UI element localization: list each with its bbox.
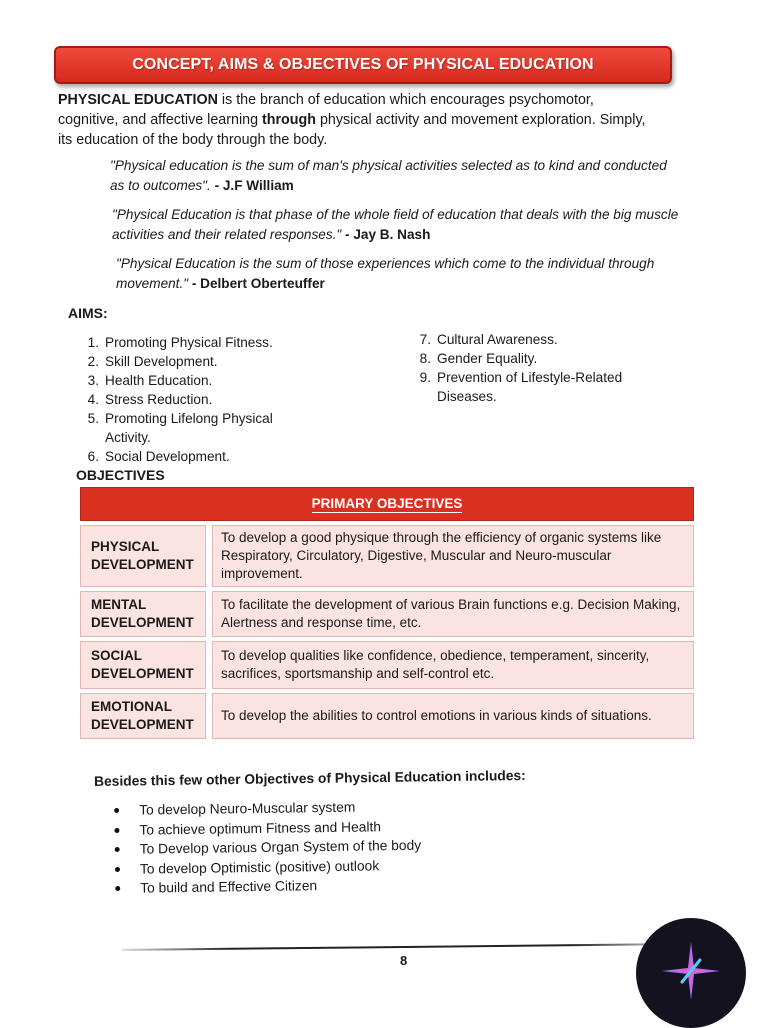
- page-number: 8: [400, 953, 408, 968]
- aim-item: [78, 447, 348, 466]
- aim-item: [410, 330, 700, 349]
- quote-text: "Physical Education is the sum of those experiences which come to the individual through movement.": [116, 256, 655, 291]
- aim-item: [410, 368, 700, 406]
- list-item-text: To develop Neuro-Muscular system: [139, 799, 356, 818]
- aim-text: Social Development.: [105, 449, 230, 464]
- quote-oberteuffer: [116, 254, 682, 294]
- aim-text: Health Education.: [105, 373, 213, 388]
- list-item-text: To develop Optimistic (positive) outlook: [139, 857, 380, 877]
- aim-number: 9.: [419, 370, 431, 385]
- bullet-icon: [115, 867, 120, 872]
- list-item-text: To achieve optimum Fitness and Health: [139, 818, 382, 838]
- aim-item: [410, 349, 700, 368]
- aim-number: 5.: [87, 411, 99, 426]
- intro-paragraph: [58, 90, 658, 150]
- table-header: [80, 487, 694, 521]
- table-row: [80, 591, 694, 637]
- list-item-text: To Develop various Organ System of the body: [139, 837, 422, 857]
- aims-heading: AIMS:: [68, 305, 108, 321]
- aim-text: Promoting Lifelong Physical Activity.: [105, 411, 273, 445]
- footer-divider: [122, 943, 682, 951]
- row-description: To develop the abilities to control emotions in various kinds of situations.: [212, 693, 694, 739]
- other-objectives-list: [114, 797, 422, 899]
- table-row: [80, 641, 694, 689]
- aim-text: Gender Equality.: [437, 351, 538, 366]
- aim-number: 7.: [419, 332, 431, 347]
- aim-text: Prevention of Lifestyle-Related Diseases.: [437, 370, 623, 404]
- bullet-icon: [114, 828, 119, 833]
- row-label: MENTAL DEVELOPMENT: [80, 591, 206, 637]
- aims-list-left: [78, 333, 348, 466]
- aim-number: 1.: [87, 335, 99, 350]
- quote-text: "Physical education is the sum of man's physical activities selected as to kind and conducted as to outcomes".: [110, 158, 667, 193]
- sparkle-logo-icon[interactable]: [636, 918, 746, 1028]
- aim-number: 8.: [419, 351, 431, 366]
- aim-item: [78, 409, 348, 447]
- aim-item: [78, 371, 348, 390]
- aim-text: Cultural Awareness.: [437, 332, 558, 347]
- aim-item: [78, 352, 348, 371]
- aim-item: [78, 333, 348, 352]
- list-item: [115, 875, 422, 899]
- intro-text-1: is the branch of education which encourages psychomotor, cognitive, and affective learning: [58, 92, 594, 128]
- aim-text: Skill Development.: [105, 354, 218, 369]
- intro-emphasis: through: [262, 112, 316, 128]
- quote-text: "Physical Education is that phase of the whole field of education that deals with the big muscle activities and their related responses.": [112, 207, 679, 242]
- aim-number: 6.: [87, 449, 99, 464]
- title-banner: [54, 46, 672, 84]
- quote-author: - Delbert Oberteuffer: [188, 276, 325, 291]
- intro-text-2: physical activity and movement exploration. Simply, its education of the body through the body.: [58, 112, 646, 148]
- quote-author: - J.F William: [210, 178, 294, 193]
- table-row: [80, 525, 694, 587]
- row-description: To develop qualities like confidence, obedience, temperament, sincerity, sacrifices, sportsmanship and self-control etc.: [212, 641, 694, 689]
- aims-list-right: [410, 330, 700, 406]
- intro-term: PHYSICAL EDUCATION: [58, 92, 218, 108]
- aim-number: 4.: [87, 392, 99, 407]
- bullet-icon: [115, 847, 120, 852]
- bullet-icon: [114, 808, 119, 813]
- objectives-heading: OBJECTIVES: [76, 467, 165, 483]
- row-label: SOCIAL DEVELOPMENT: [80, 641, 206, 689]
- other-objectives-heading: Besides this few other Objectives of Physical Education includes:: [94, 767, 526, 789]
- logo-glyph: [658, 938, 724, 1004]
- table-row: [80, 693, 694, 739]
- aim-text: Stress Reduction.: [105, 392, 213, 407]
- aim-text: Promoting Physical Fitness.: [105, 335, 273, 350]
- page-title: CONCEPT, AIMS & OBJECTIVES OF PHYSICAL EDUCATION: [132, 56, 594, 73]
- quote-william: [110, 156, 680, 196]
- aim-item: [78, 390, 348, 409]
- primary-objectives-table: [80, 487, 694, 739]
- quote-author: - Jay B. Nash: [341, 227, 431, 242]
- row-label: PHYSICAL DEVELOPMENT: [80, 525, 206, 587]
- list-item-text: To build and Effective Citizen: [140, 878, 318, 896]
- quote-nash: [112, 205, 682, 245]
- row-description: To develop a good physique through the efficiency of organic systems like Respiratory, Circulatory, Digestive, Muscular and Neuro-muscular improvement.: [212, 525, 694, 587]
- row-description: To facilitate the development of various Brain functions e.g. Decision Making, Alertness and response time, etc.: [212, 591, 694, 637]
- aim-number: 3.: [87, 373, 99, 388]
- table-header-label: PRIMARY OBJECTIVES: [311, 495, 463, 511]
- aim-number: 2.: [87, 354, 99, 369]
- bullet-icon: [115, 886, 120, 891]
- row-label: EMOTIONAL DEVELOPMENT: [80, 693, 206, 739]
